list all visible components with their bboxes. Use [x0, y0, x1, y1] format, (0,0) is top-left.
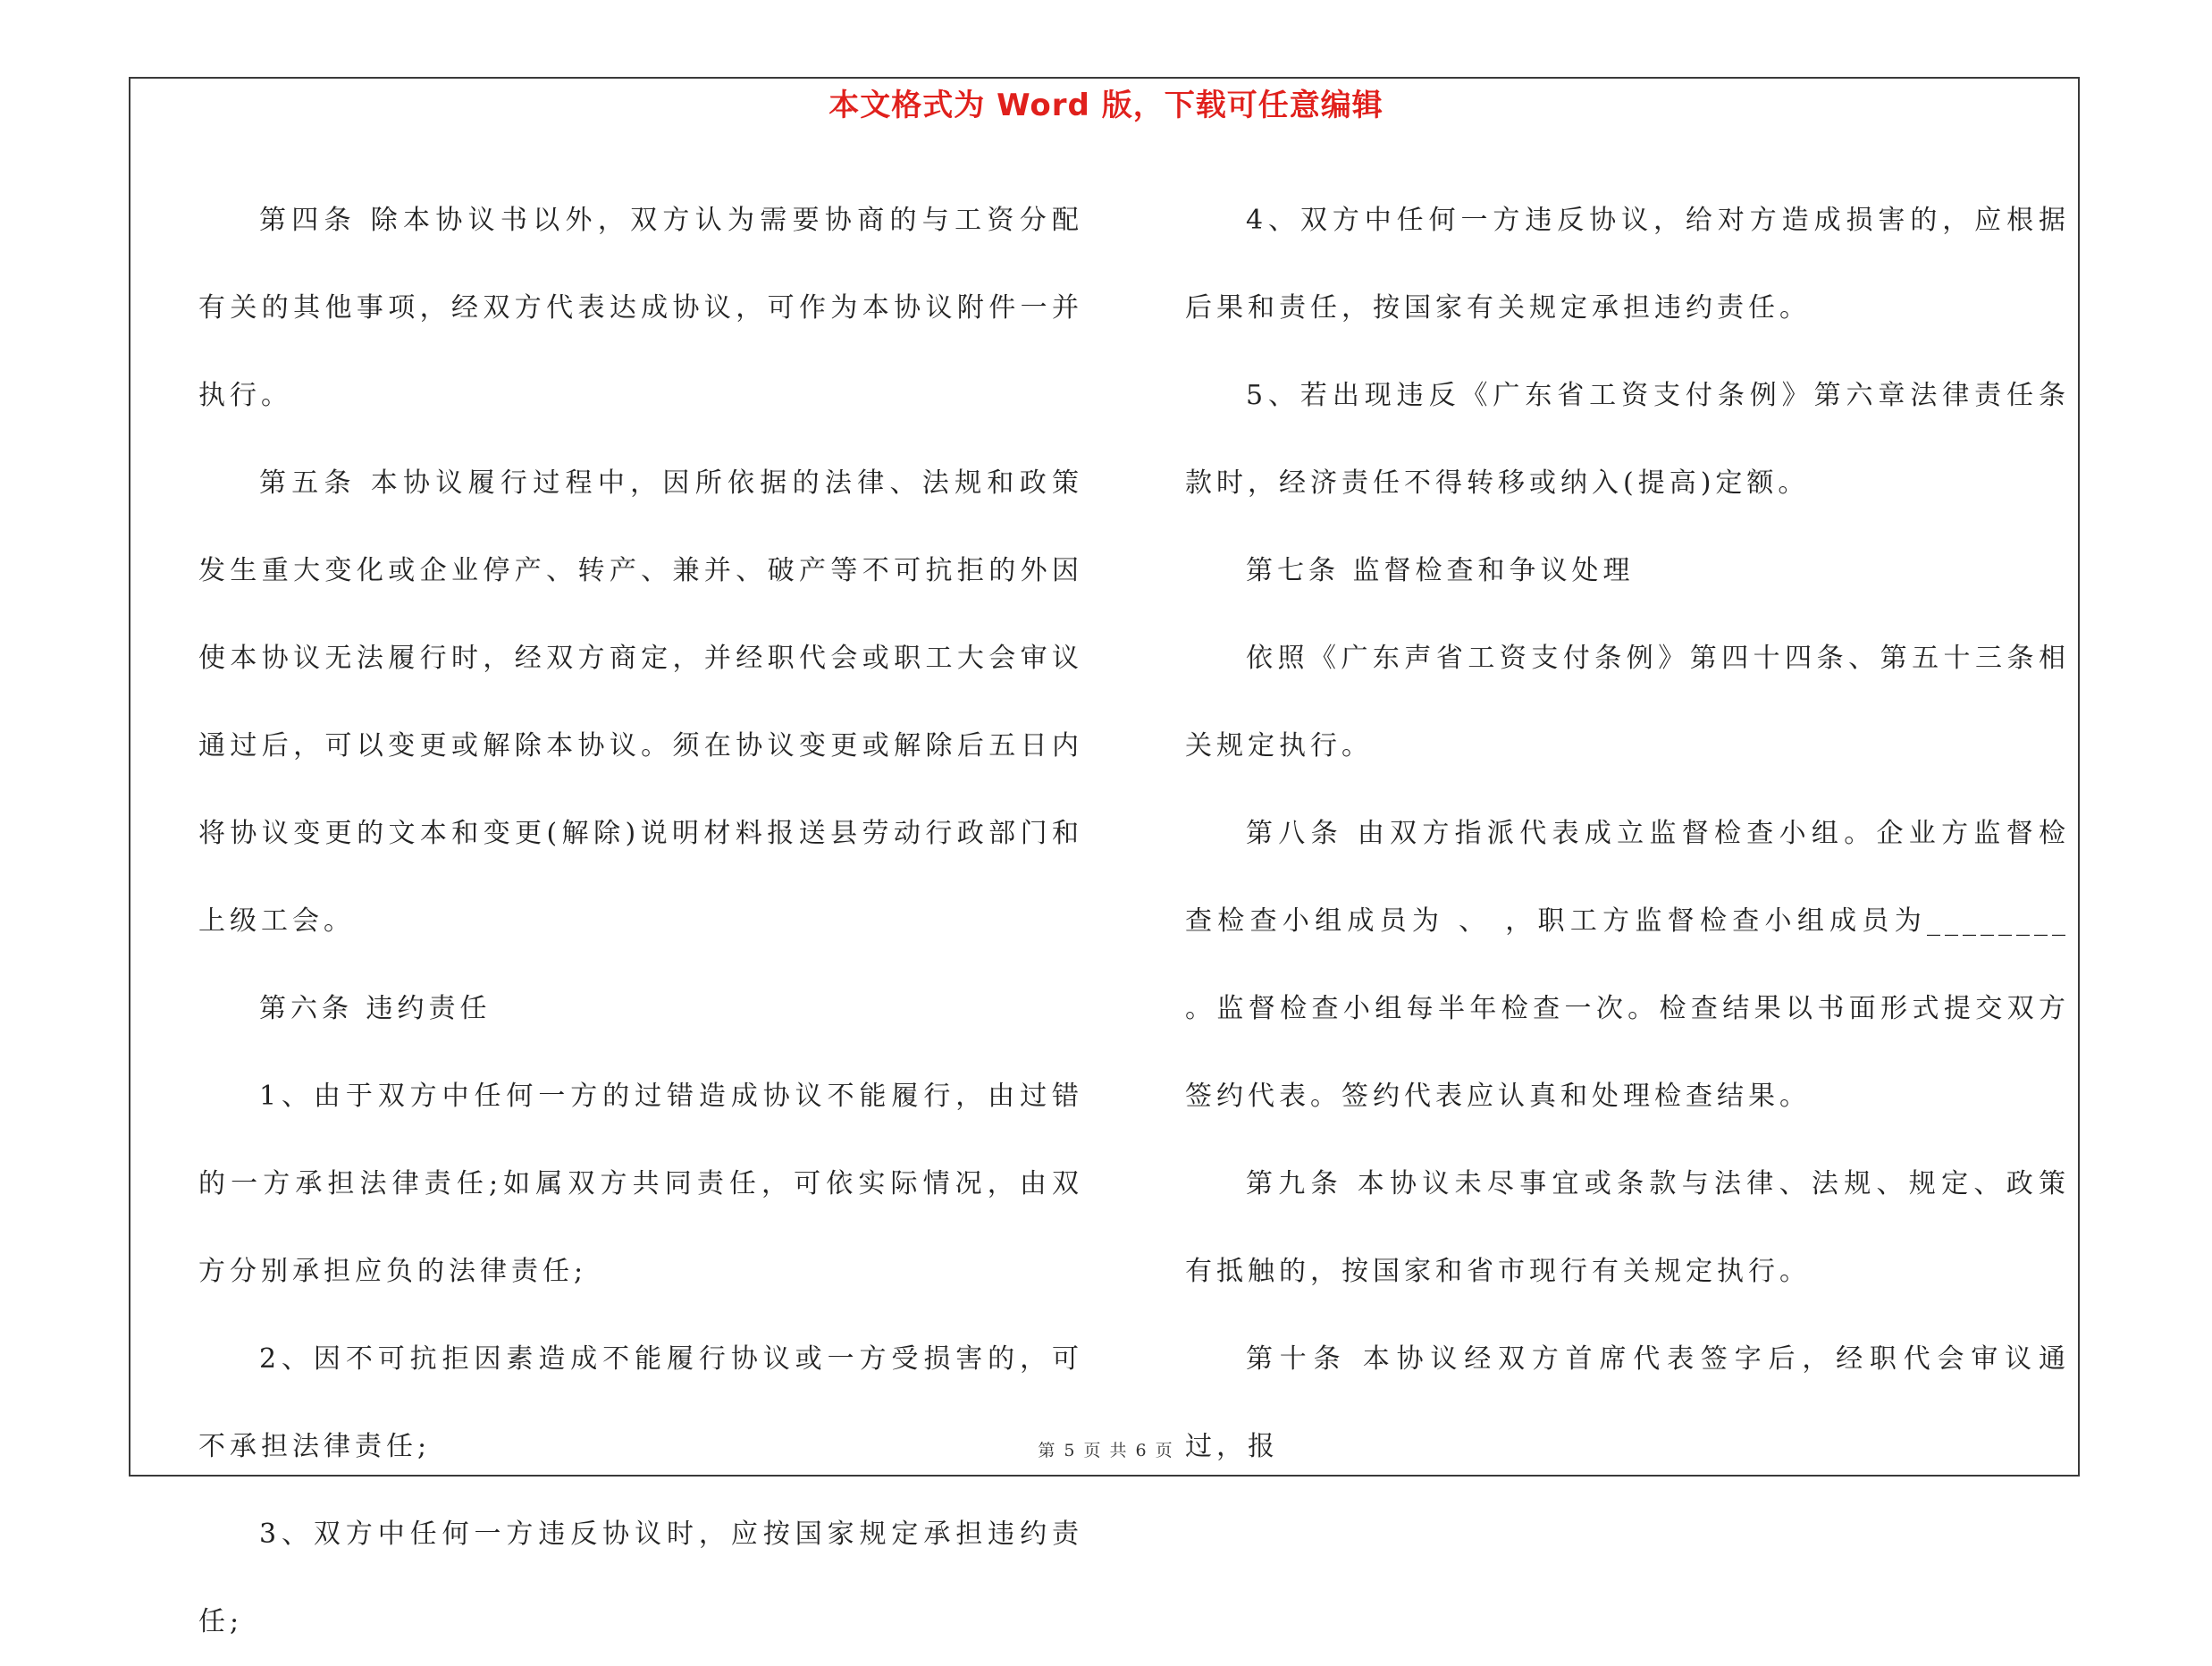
paragraph: 1、由于双方中任何一方的过错造成协议不能履行，由过错的一方承担法律责任;如属双方共同责任，可依实际情况，由双方分别承担应负的法律责任;: [198, 1081, 1083, 1287]
right-column: [1185, 177, 2070, 1491]
paragraph: 第九条 本协议未尽事宜或条款与法律、法规、规定、政策有抵触的，按国家和省市现行有关规定执行。: [1185, 1168, 2070, 1287]
paragraph: 4、双方中任何一方违反协议，给对方造成损害的，应根据后果和责任，按国家有关规定承担违约责任。: [1185, 205, 2070, 324]
section-heading: 第七条 监督检查和争议处理: [1246, 555, 1635, 586]
paragraph: 3、双方中任何一方违反协议时，应按国家规定承担违约责任;: [198, 1519, 1083, 1637]
paragraph: 第十条 本协议经双方首席代表签字后，经职代会审议通过，报: [1185, 1343, 2070, 1462]
paragraph: 依照《广东声省工资支付条例》第四十四条、第五十三条相关规定执行。: [1185, 643, 2070, 761]
paragraph: 5、若出现违反《广东省工资支付条例》第六章法律责任条款时，经济责任不得转移或纳入(提高)定额。: [1185, 380, 2070, 499]
word-format-banner: 本文格式为 Word 版，下载可任意编辑: [828, 88, 1384, 123]
section-heading: 第六条 违约责任: [259, 993, 492, 1024]
paragraph: 第五条 本协议履行过程中，因所依据的法律、法规和政策发生重大变化或企业停产、转产、兼并、破产等不可抗拒的外因使本协议无法履行时，经双方商定，并经职代会或职工大会审议通过后，可以变更或解除本协议。须在协议变更或解除后五日内将协议变更的文本和变更(解除)说明材料报送县劳动行政部门和上级工会。: [198, 467, 1083, 937]
paragraph: 2、因不可抗拒因素造成不能履行协议或一方受损害的，可不承担法律责任;: [198, 1343, 1083, 1462]
paragraph: 第八条 由双方指派代表成立监督检查小组。企业方监督检查检查小组成员为 、 ，职工方监督检查小组成员为________ 。监督检查小组每半年检查一次。检查结果以书面形式提交双方签约代表。签约代表应认真和处理检查结果。: [1185, 818, 2070, 1112]
paragraph: 第四条 除本协议书以外，双方认为需要协商的与工资分配有关的其他事项，经双方代表达成协议，可作为本协议附件一并执行。: [198, 205, 1083, 411]
page-number: 第 5 页 共 6 页: [1038, 1441, 1174, 1460]
